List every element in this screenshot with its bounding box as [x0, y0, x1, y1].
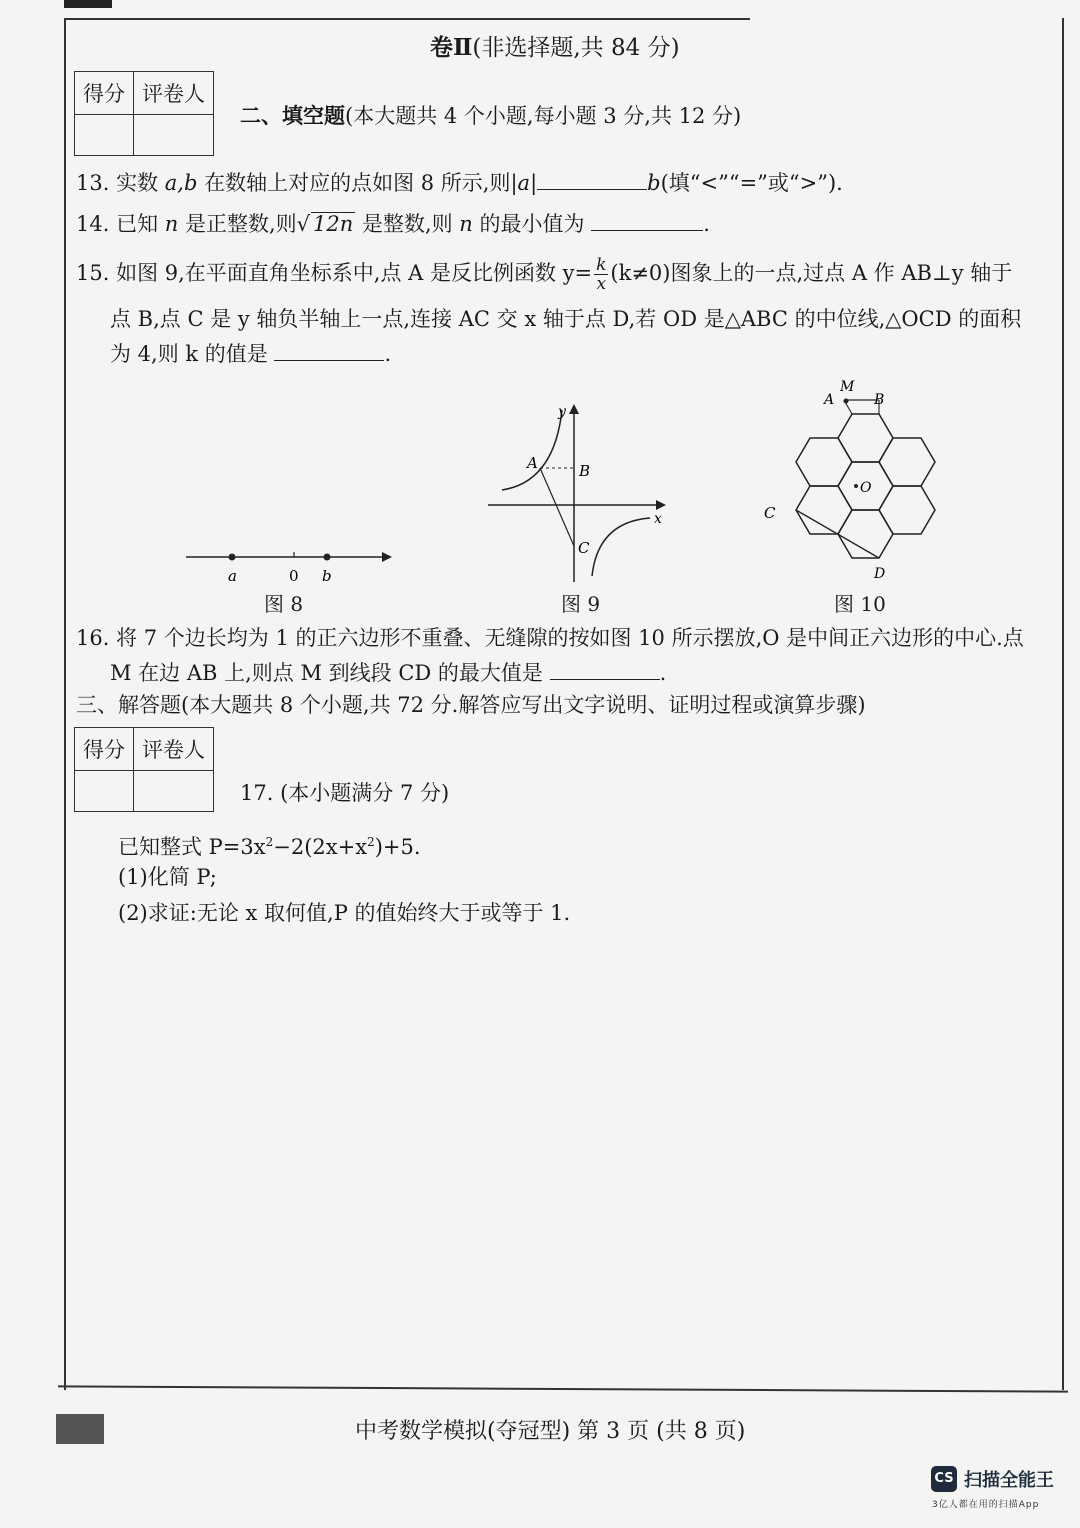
answer-blank-16[interactable] — [550, 659, 660, 680]
hexagon-upper-right — [879, 438, 935, 486]
question-17-header: 17. (本小题满分 7 分) — [240, 781, 450, 805]
caption-figure-8: 图 8 — [264, 592, 304, 616]
segment-cd — [796, 510, 879, 558]
answer-blank-15[interactable] — [274, 340, 384, 361]
score-cell[interactable] — [75, 115, 134, 156]
part3-heading: 三、解答题(本大题共 8 个小题,共 72 分.解答应写出文字说明、证明过程或演算步骤) — [76, 693, 866, 717]
svg-text:B: B — [874, 392, 885, 408]
question-16-line2: M 在边 AB 上,则点 M 到线段 CD 的最大值是 . — [110, 661, 667, 685]
answer-blank-13[interactable] — [537, 169, 647, 190]
corner-mark-bottom — [56, 1414, 104, 1444]
answer-blank-14[interactable] — [591, 210, 703, 231]
grader-cell[interactable] — [134, 115, 214, 156]
figure-10-hexagons — [760, 375, 940, 585]
grader-header: 评卷人 — [134, 728, 214, 771]
question-15-line3: 为 4,则 k 的值是 . — [110, 342, 392, 366]
segment-ac — [540, 468, 574, 546]
point-a — [229, 554, 236, 561]
scanner-app-name: 扫描全能王 — [964, 1470, 1054, 1491]
caption-figure-10: 图 10 — [834, 592, 886, 616]
label-b: b — [322, 567, 332, 585]
scanner-logo: CS — [931, 1466, 957, 1492]
svg-text:x: x — [654, 511, 662, 527]
question-14: 14. 已知 n 是正整数,则√ 12n 是整数,则 n 的最小值为 . — [76, 212, 710, 236]
grader-header: 评卷人 — [134, 72, 214, 115]
hexagon-upper-left — [796, 438, 852, 486]
label-zero: 0 — [289, 567, 299, 585]
figure-9-hyperbola — [484, 396, 674, 586]
svg-text:y: y — [558, 404, 566, 420]
hyperbola-branch-upper — [502, 410, 562, 490]
point-o — [854, 484, 858, 488]
score-table-q17 — [74, 727, 214, 812]
radical: 12n — [313, 212, 354, 236]
score-table — [74, 71, 214, 156]
fraction: $\frac{k}{x}$ — [596, 255, 607, 294]
part2-heading: 二、填空题(本大题共 4 个小题,每小题 3 分,共 12 分) — [240, 103, 742, 128]
corner-mark — [64, 0, 112, 8]
question-17-part2: (2)求证:无论 x 取何值,P 的值始终大于或等于 1. — [118, 901, 571, 925]
score-header: 得分 — [75, 72, 134, 115]
svg-text:M: M — [840, 379, 855, 395]
caption-figure-9: 图 9 — [561, 592, 601, 616]
grader-cell[interactable] — [134, 771, 214, 812]
svg-text:A: A — [824, 392, 835, 408]
svg-text:C: C — [578, 539, 590, 557]
question-17-part1: (1)化简 P; — [118, 865, 217, 889]
svg-text:C: C — [764, 504, 776, 522]
hexagon-top — [838, 414, 893, 462]
figure-8-number-line — [180, 535, 400, 595]
section-title: 卷Ⅱ(非选择题,共 84 分) — [430, 34, 680, 61]
svg-text:B: B — [579, 462, 591, 480]
question-15-line1: 15. 如图 9,在平面直角坐标系中,点 A 是反比例函数 y= $\frac{k}{x}$ (k≠0)图象上的一点,过点 A 作 AB⊥y 轴于 — [76, 255, 1013, 294]
label-a: a — [228, 567, 237, 585]
score-header: 得分 — [75, 728, 134, 771]
point-m — [844, 399, 849, 404]
question-15-line2: 点 B,点 C 是 y 轴负半轴上一点,连接 AC 交 x 轴于点 D,若 OD 是△ABC 的中位线,△OCD 的面积 — [110, 307, 1022, 331]
svg-text:D: D — [874, 566, 886, 582]
scanner-tagline: 3亿人都在用的扫描App — [932, 1500, 1040, 1510]
question-16-line1: 16. 将 7 个边长均为 1 的正六边形不重叠、无缝隙的按如图 10 所示摆放,O 是中间正六边形的中心.点 — [76, 626, 1024, 650]
page-footer: 中考数学模拟(夺冠型) 第 3 页 (共 8 页) — [355, 1419, 746, 1444]
svg-text:O: O — [860, 480, 872, 496]
point-b — [324, 554, 331, 561]
question-13: 13. 实数 a,b 在数轴上对应的点如图 8 所示,则|a| b(填“<”“=”或“>”). — [76, 171, 843, 195]
question-17-given: 已知整式 $P=3x^2-2(2x+x^2)+5$. — [118, 835, 421, 859]
hexagon-lower-right — [879, 486, 935, 534]
hyperbola-branch-lower — [592, 518, 650, 576]
score-cell[interactable] — [75, 771, 134, 812]
svg-text:A: A — [527, 454, 538, 472]
